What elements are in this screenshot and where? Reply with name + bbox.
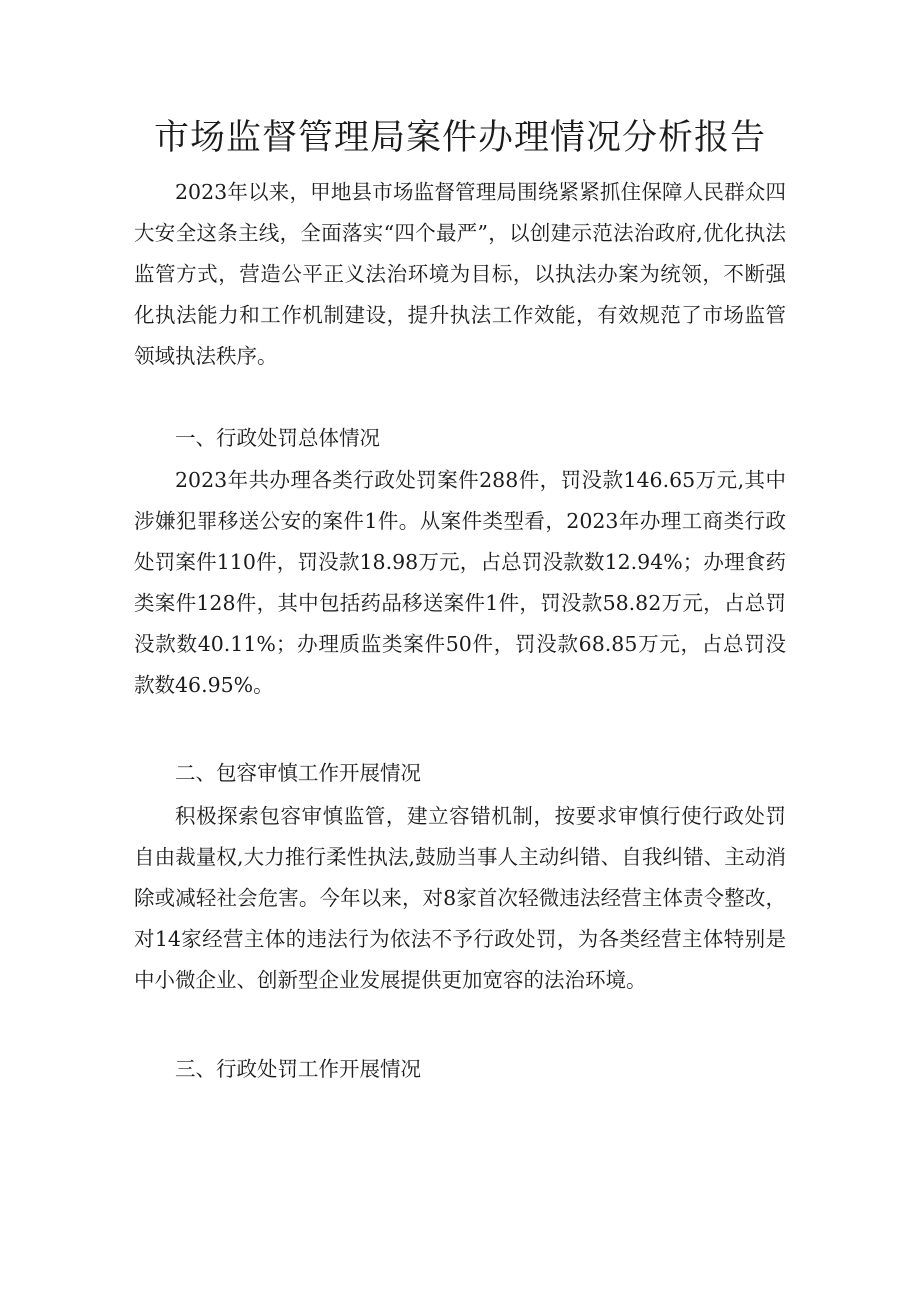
section-1-paragraph: 2023年共办理各类行政处罚案件288件，罚没款146.65万元,其中涉嫌犯罪移送公安的案件1件。从案件类型看，2023年办理工商类行政处罚案件110件，罚没款18.98万元，占总罚没款数12.94%；办理食药类案件128件，其中包括药品移送案件1件，罚没款58.82万元，占总罚没款数40.11%；办理质监类案件50件，罚没款68.85万元，占总罚没款数46.95%。 (134, 468, 786, 697)
section-2-paragraph: 积极探索包容审慎监管，建立容错机制，按要求审慎行使行政处罚自由裁量权,大力推行柔性执法,鼓励当事人主动纠错、自我纠错、主动消除或减轻社会危害。今年以来，对8家首次轻微违法经营主体责令整改，对14家经营主体的违法行为依法不予行政处罚，为各类经营主体特别是中小微企业、创新型企业发展提供更加宽容的法治环境。 (134, 804, 786, 992)
section-1-heading: 一、行政处罚总体情况 (175, 426, 380, 450)
page-title: 市场监督管理局案件办理情况分析报告 (153, 118, 766, 158)
section-3-heading: 三、行政处罚工作开展情况 (175, 1057, 421, 1081)
section-2-heading: 二、包容审慎工作开展情况 (175, 761, 421, 785)
intro-paragraph: 2023年以来，甲地县市场监督管理局围绕紧紧抓住保障人民群众四大安全这条主线，全面落实“四个最严”，以创建示范法治政府,优化执法监管方式，营造公平正义法治环境为目标，以执法办案为统领，不断强化执法能力和工作机制建设，提升执法工作效能，有效规范了市场监管领域执法秩序。 (134, 180, 786, 368)
